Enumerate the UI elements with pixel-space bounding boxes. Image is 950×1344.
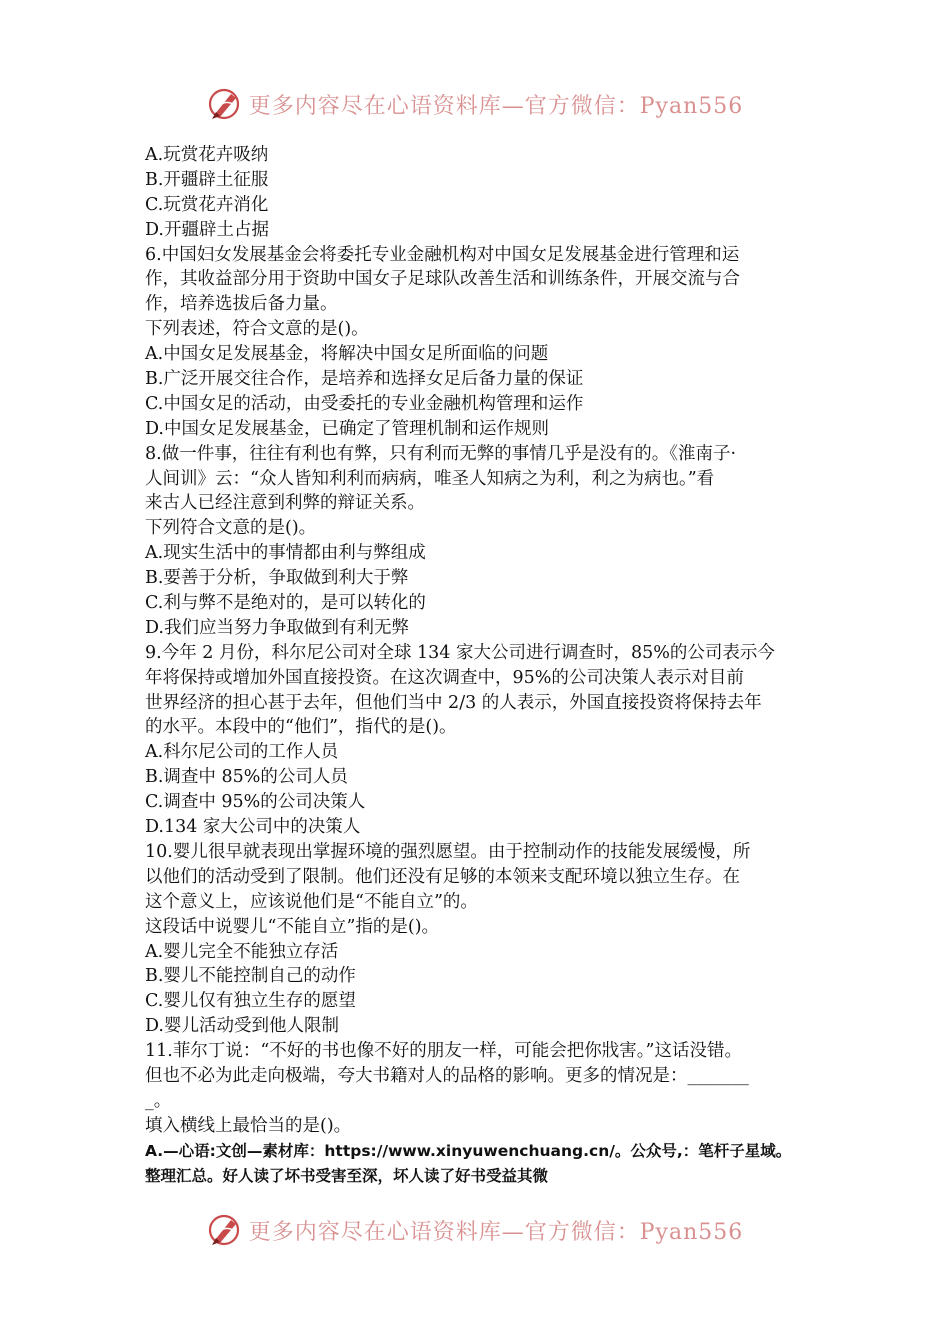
text-line: D.中国女足发展基金，已确定了管理机制和运作规则: [145, 418, 549, 439]
text-line-sans: 整理汇总。好人读了坏书受害至深，坏人读了好书受益其微: [145, 1166, 549, 1185]
text-line: 这个意义上，应该说他们是“不能自立”的。: [145, 891, 478, 912]
header-banner: [0, 84, 950, 124]
text-line: A.婴儿完全不能独立存活: [145, 941, 339, 962]
text-line: 下列表述，符合文意的是()。: [145, 319, 369, 340]
text-line: 来古人已经注意到利弊的辩证关系。: [145, 493, 425, 514]
text-line: 的水平。本段中的“他们”，指代的是()。: [145, 717, 457, 738]
text-line: B.开疆辟土征服: [145, 169, 269, 190]
text-line: 11.菲尔丁说：“不好的书也像不好的朋友一样，可能会把你戕害。”这话没错。: [145, 1041, 742, 1062]
text-line: 6.中国妇女发展基金会将委托专业金融机构对中国女足发展基金进行管理和运: [145, 244, 740, 265]
text-line: 9.今年 2 月份，科尔尼公司对全球 134 家大公司进行调查时，85%的公司表示今: [145, 642, 775, 663]
text-line: 作，培养选拔后备力量。: [145, 294, 338, 315]
text-line: A.现实生活中的事情都由利与弊组成: [145, 543, 426, 564]
text-line: C.调查中 95%的公司决策人: [145, 792, 366, 813]
text-line: 世界经济的担心甚于去年，但他们当中 2/3 的人表示，外国直接投资将保持去年: [145, 692, 762, 713]
text-line: 人间训》云：“众人皆知利利而病病，唯圣人知病之为利，利之为病也。”看: [145, 468, 715, 489]
text-line: C.中国女足的活动，由受委托的专业金融机构管理和运作: [145, 393, 584, 414]
text-line: 8.做一件事，往往有利也有弊，只有利而无弊的事情几乎是没有的。《淮南子·: [145, 443, 737, 464]
text-line: 填入横线上最恰当的是()。: [145, 1115, 352, 1136]
document-body: [145, 143, 813, 1188]
text-line: 这段话中说婴儿“不能自立”指的是()。: [145, 916, 440, 937]
text-line: C.玩赏花卉消化: [145, 194, 269, 215]
text-line: A.玩赏花卉吸纳: [145, 145, 269, 165]
text-line: D.婴儿活动受到他人限制: [145, 1016, 339, 1037]
text-line: B.要善于分析，争取做到利大于弊: [145, 568, 409, 589]
text-line: A.中国女足发展基金，将解决中国女足所面临的问题: [145, 344, 549, 365]
text-line: A.科尔尼公司的工作人员: [145, 742, 339, 763]
header-banner-text: 更多内容尽在心语资料库—官方微信：Pyan556: [248, 93, 744, 119]
pen-logo-icon: [207, 1212, 243, 1248]
footer-banner: [0, 1210, 950, 1250]
text-line: B.婴儿不能控制自己的动作: [145, 966, 356, 987]
text-line: C.利与弊不是绝对的，是可以转化的: [145, 593, 426, 614]
pen-logo-icon: [207, 86, 243, 122]
text-line: 10.婴儿很早就表现出掌握环境的强烈愿望。由于控制动作的技能发展缓慢，所: [145, 841, 751, 862]
text-line-sans: A.—心语:文创—素材库：https://www.xinyuwenchuang.cn/。公众号,：笔杆子星域。: [145, 1141, 792, 1160]
text-line: D.134 家大公司中的决策人: [145, 817, 361, 838]
text-line: B.广泛开展交往合作，是培养和选择女足后备力量的保证: [145, 369, 584, 390]
text-line: 年将保持或增加外国直接投资。在这次调查中，95%的公司决策人表示对目前: [145, 667, 744, 688]
text-line: 作，其收益部分用于资助中国女子足球队改善生活和训练条件，开展交流与合: [145, 269, 740, 290]
text-line: 以他们的活动受到了限制。他们还没有足够的本领来支配环境以独立生存。在: [145, 866, 740, 887]
text-line: 但也不必为此走向极端，夸大书籍对人的品格的影响。更多的情况是：_______: [145, 1065, 749, 1086]
text-line: D.我们应当努力争取做到有利无弊: [145, 617, 409, 638]
text-line: 下列符合文意的是()。: [145, 518, 317, 539]
text-line: D.开疆辟土占据: [145, 219, 269, 240]
text-line: B.调查中 85%的公司人员: [145, 767, 348, 788]
text-line: C.婴儿仅有独立生存的愿望: [145, 991, 356, 1012]
footer-banner-text: 更多内容尽在心语资料库—官方微信：Pyan556: [248, 1219, 744, 1245]
text-line: _。: [145, 1090, 172, 1111]
